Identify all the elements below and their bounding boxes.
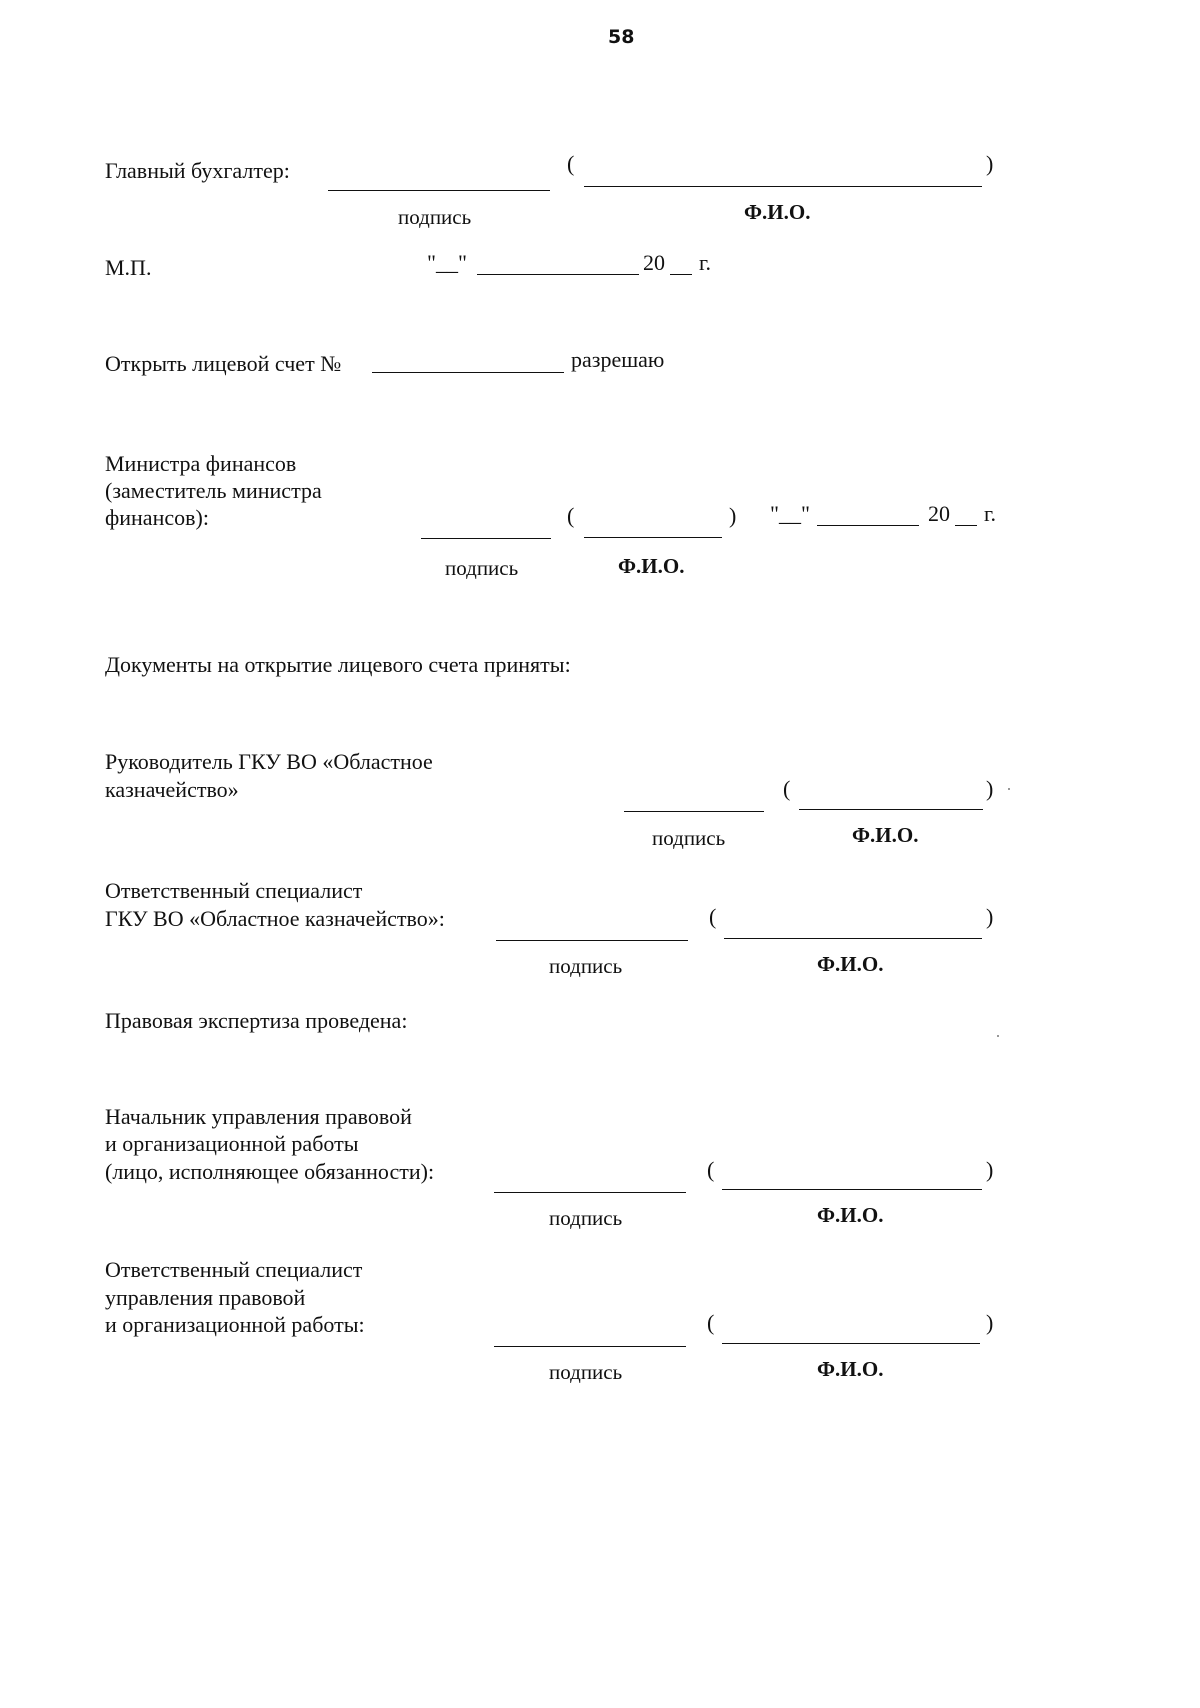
minister-date-year-line[interactable] <box>955 525 977 526</box>
minister-fio-line[interactable] <box>584 537 722 538</box>
close-paren: ) <box>986 1310 994 1335</box>
legal-specialist-signature-line[interactable] <box>494 1346 686 1347</box>
signature-caption: подпись <box>549 1360 623 1384</box>
treasury-specialist-line2: ГКУ ВО «Областное казначейство»: <box>105 906 445 931</box>
treasury-head-signature-line[interactable] <box>624 811 764 812</box>
minister-line2: (заместитель министра <box>105 478 322 503</box>
legal-specialist-line2: управления правовой <box>105 1285 306 1310</box>
close-paren: ) <box>986 151 994 176</box>
legal-specialist-fio-line[interactable] <box>722 1343 980 1344</box>
minister-date-year-prefix: 20 <box>928 501 950 526</box>
legal-specialist-line1: Ответственный специалист <box>105 1257 363 1282</box>
date-day: "__" <box>427 250 467 275</box>
treasury-head-line1: Руководитель ГКУ ВО «Областное <box>105 749 433 774</box>
treasury-head-fio-line[interactable] <box>799 809 983 810</box>
minister-date-month-line[interactable] <box>817 525 919 526</box>
open-paren: ( <box>709 904 717 929</box>
minister-line3: финансов): <box>105 505 209 530</box>
chief-accountant-fio-line[interactable] <box>584 186 982 187</box>
signature-caption: подпись <box>549 954 623 978</box>
page-number: 58 <box>608 26 635 48</box>
signature-caption: подпись <box>398 205 472 229</box>
account-number-line[interactable] <box>372 372 564 373</box>
fio-caption: Ф.И.О. <box>817 952 884 976</box>
signature-caption: подпись <box>652 826 726 850</box>
open-paren: ( <box>707 1157 715 1182</box>
account-permit-prefix: Открыть лицевой счет № <box>105 351 342 376</box>
fio-caption: Ф.И.О. <box>852 823 919 847</box>
open-paren: ( <box>567 151 575 176</box>
fio-caption: Ф.И.О. <box>817 1357 884 1381</box>
minister-date-year-suffix: г. <box>984 501 997 526</box>
chief-accountant-label: Главный бухгалтер: <box>105 158 290 183</box>
minister-signature-line[interactable] <box>421 538 551 539</box>
treasury-specialist-signature-line[interactable] <box>496 940 688 941</box>
date-month-line[interactable] <box>477 274 639 275</box>
minister-date-day: "__" <box>770 501 810 526</box>
open-paren: ( <box>567 503 575 528</box>
fio-caption: Ф.И.О. <box>618 554 685 578</box>
open-paren: ( <box>783 776 791 801</box>
fio-caption: Ф.И.О. <box>744 200 811 224</box>
date-year-prefix: 20 <box>643 250 665 275</box>
legal-review-heading: Правовая экспертиза проведена: <box>105 1008 408 1033</box>
close-paren: ) <box>986 1157 994 1182</box>
scan-speck <box>997 1035 999 1037</box>
treasury-head-line2: казначейство» <box>105 777 239 802</box>
treasury-specialist-fio-line[interactable] <box>724 938 982 939</box>
close-paren: ) <box>986 776 994 801</box>
scan-speck <box>1008 788 1010 790</box>
legal-head-fio-line[interactable] <box>722 1189 982 1190</box>
treasury-specialist-line1: Ответственный специалист <box>105 878 363 903</box>
close-paren: ) <box>729 503 737 528</box>
date-year-suffix: г. <box>699 250 712 275</box>
minister-line1: Министра финансов <box>105 451 297 476</box>
fio-caption: Ф.И.О. <box>817 1203 884 1227</box>
stamp-label: М.П. <box>105 255 152 280</box>
open-paren: ( <box>707 1310 715 1335</box>
chief-accountant-signature-line[interactable] <box>328 190 550 191</box>
legal-head-signature-line[interactable] <box>494 1192 686 1193</box>
legal-specialist-line3: и организационной работы: <box>105 1312 365 1337</box>
date-year-line[interactable] <box>670 274 692 275</box>
close-paren: ) <box>986 904 994 929</box>
legal-head-line3: (лицо, исполняющее обязанности): <box>105 1159 435 1184</box>
signature-caption: подпись <box>445 556 519 580</box>
signature-caption: подпись <box>549 1206 623 1230</box>
legal-head-line2: и организационной работы <box>105 1131 359 1156</box>
documents-accepted-heading: Документы на открытие лицевого счета приняты: <box>105 652 571 677</box>
legal-head-line1: Начальник управления правовой <box>105 1104 412 1129</box>
account-permit-suffix: разрешаю <box>571 347 665 372</box>
